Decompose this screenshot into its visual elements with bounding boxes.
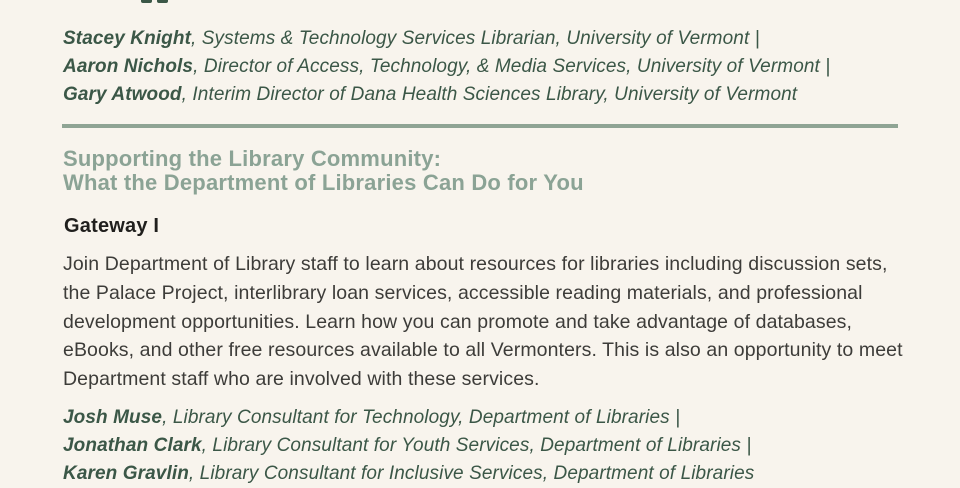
speaker-line	[63, 404, 920, 432]
speaker-name: Jonathan Clark	[63, 435, 202, 456]
section-divider	[62, 124, 898, 128]
speaker-name: Josh Muse	[63, 407, 163, 428]
clipped-glyph-mark	[141, 0, 152, 3]
clipped-text-fragment	[141, 0, 168, 3]
session-location: Gateway I	[64, 215, 160, 237]
speaker-title: , Director of Access, Technology, & Media Services, University of Vermont |	[193, 56, 831, 77]
speaker-title: , Library Consultant for Youth Services, Department of Libraries |	[201, 435, 752, 456]
speaker-line	[63, 460, 920, 488]
speaker-line	[63, 53, 920, 81]
session-speakers	[63, 404, 920, 488]
session-description: Join Department of Library staff to learn about resources for libraries including discussion sets, the Palace Project, interlibrary loan services, accessible reading materials, and professional development opportunities. Learn how you can promote and take advantage of databases, eBooks, and other free resources available to all Vermonters. This is also an opportunity to meet Department staff who are involved with these services.	[63, 253, 903, 391]
speaker-title: , Library Consultant for Inclusive Services, Department of Libraries	[188, 463, 755, 484]
speaker-line	[63, 81, 920, 109]
speaker-title: , Systems & Technology Services Librarian, University of Vermont |	[191, 28, 760, 49]
speaker-title: , Library Consultant for Technology, Department of Libraries |	[162, 407, 681, 428]
speaker-line	[63, 432, 920, 460]
speaker-name: Aaron Nichols	[63, 56, 194, 77]
speaker-name: Gary Atwood	[63, 84, 182, 105]
session-title	[63, 147, 584, 195]
previous-session-speakers	[63, 25, 920, 109]
speaker-name: Karen Gravlin	[63, 463, 189, 484]
speaker-line	[63, 25, 920, 53]
session-title-line2: What the Department of Libraries Can Do for You	[63, 170, 584, 195]
speaker-title: , Interim Director of Dana Health Sciences Library, University of Vermont	[181, 84, 798, 105]
session-title-line1: Supporting the Library Community:	[63, 146, 442, 171]
speaker-name: Stacey Knight	[63, 28, 191, 49]
clipped-glyph-mark	[157, 0, 168, 3]
